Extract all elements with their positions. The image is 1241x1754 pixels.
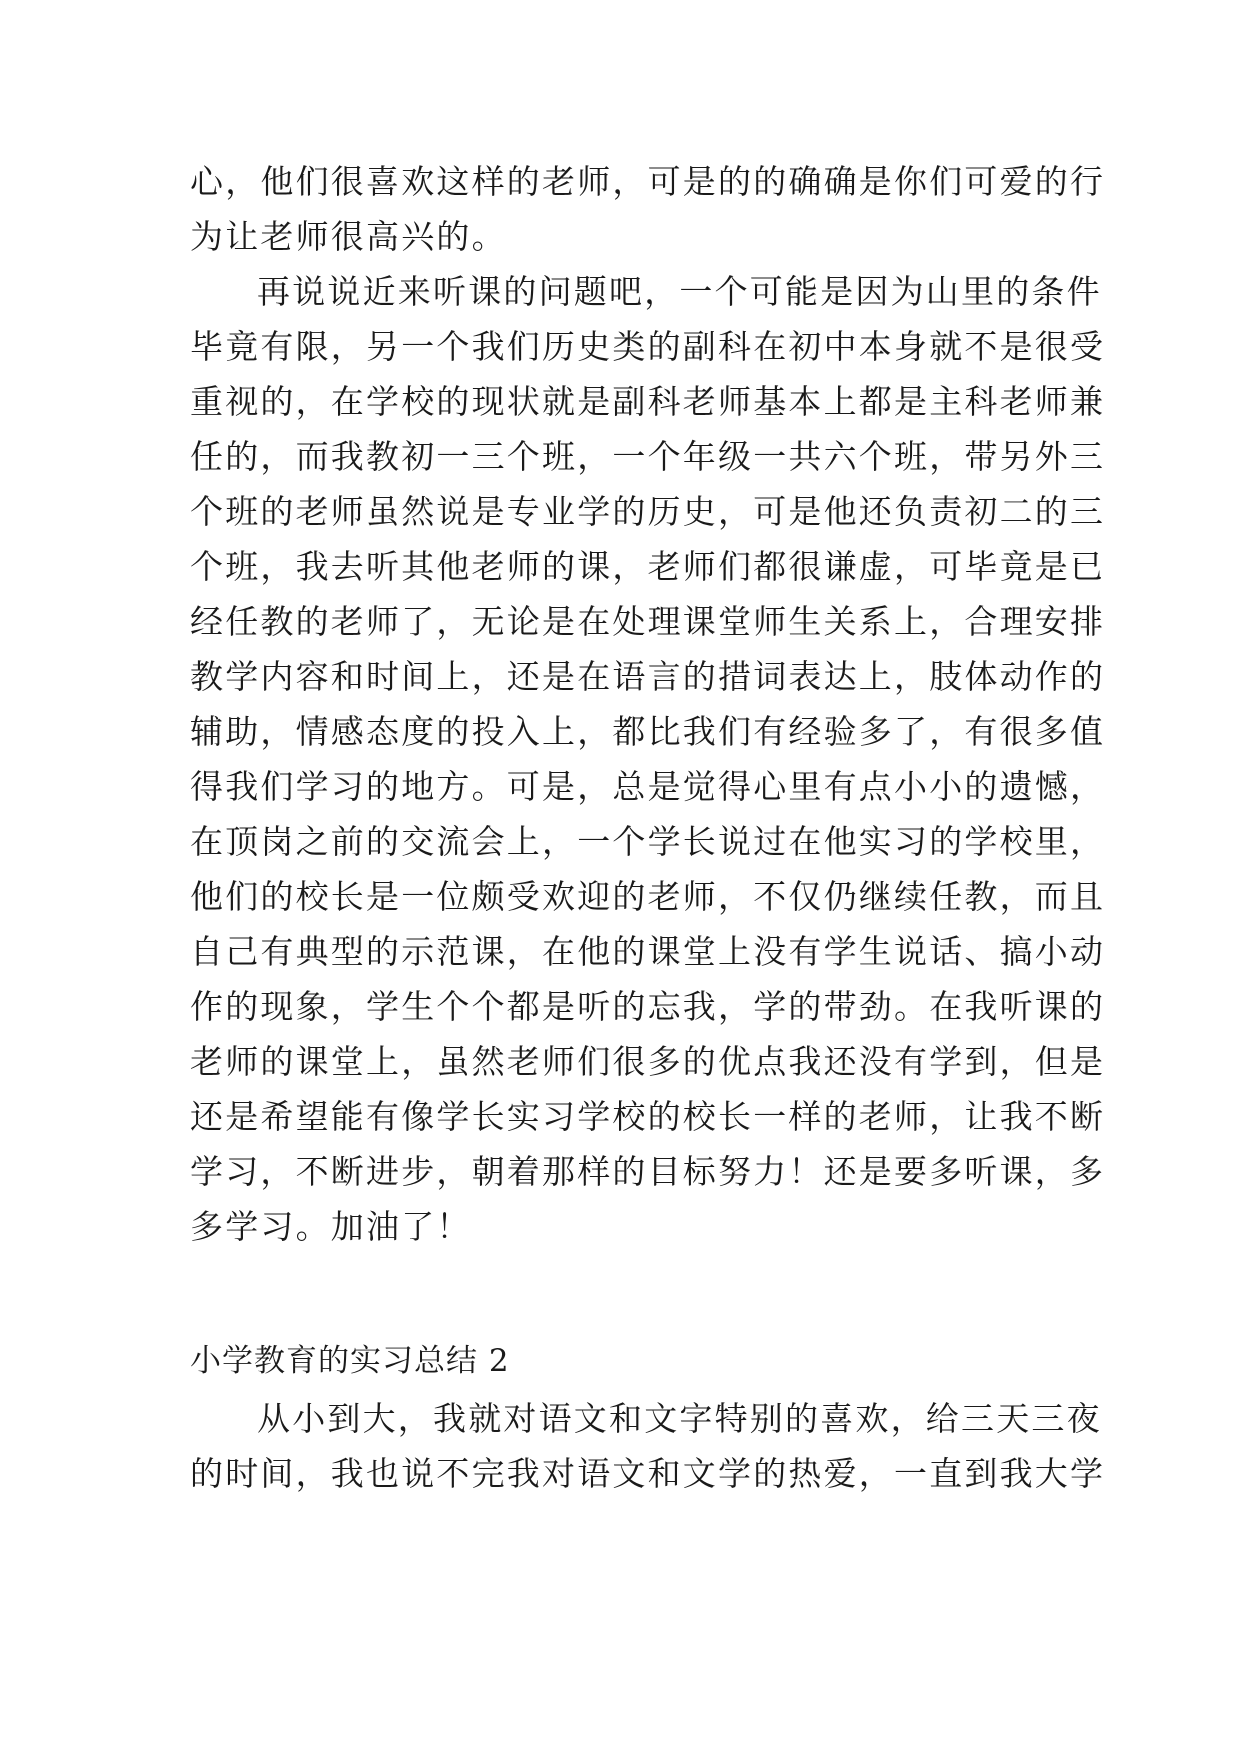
text-line: 老师的课堂上，虽然老师们很多的优点我还没有学到，但是 <box>190 1042 1106 1081</box>
section-heading: 小学教育的实习总结 2 <box>190 1343 510 1379</box>
text-line: 为让老师很高兴的。 <box>190 217 507 256</box>
text-line: 重视的，在学校的现状就是副科老师基本上都是主科老师兼 <box>190 382 1106 421</box>
text-line: 辅助，情感态度的投入上，都比我们有经验多了，有很多值 <box>190 712 1106 751</box>
text-line: 心，他们很喜欢这样的老师，可是的的确确是你们可爱的行 <box>190 162 1106 201</box>
text-line: 在顶岗之前的交流会上，一个学长说过在他实习的学校里， <box>190 822 1106 861</box>
text-line: 还是希望能有像学长实习学校的校长一样的老师，让我不断 <box>190 1097 1106 1136</box>
text-line: 经任教的老师了，无论是在处理课堂师生关系上，合理安排 <box>190 602 1106 641</box>
text-line: 个班，我去听其他老师的课，老师们都很谦虚，可毕竟是已 <box>190 547 1106 586</box>
text-line: 任的，而我教初一三个班，一个年级一共六个班，带另外三 <box>190 437 1106 476</box>
text-line: 个班的老师虽然说是专业学的历史，可是他还负责初二的三 <box>190 492 1106 531</box>
text-line: 作的现象，学生个个都是听的忘我，学的带劲。在我听课的 <box>190 987 1106 1026</box>
text-line: 从小到大，我就对语文和文字特别的喜欢，给三天三夜 <box>257 1399 1102 1438</box>
text-line: 他们的校长是一位颇受欢迎的老师，不仅仍继续任教，而且 <box>190 877 1106 916</box>
text-line: 毕竟有限，另一个我们历史类的副科在初中本身就不是很受 <box>190 327 1106 366</box>
text-line: 多学习。加油了！ <box>190 1207 472 1246</box>
text-line: 得我们学习的地方。可是，总是觉得心里有点小小的遗憾， <box>190 767 1106 806</box>
text-line: 教学内容和时间上，还是在语言的措词表达上，肢体动作的 <box>190 657 1106 696</box>
text-line: 再说说近来听课的问题吧，一个可能是因为山里的条件 <box>257 272 1102 311</box>
text-line: 学习，不断进步，朝着那样的目标努力！还是要多听课，多 <box>190 1152 1106 1191</box>
text-line: 的时间，我也说不完我对语文和文学的热爱，一直到我大学 <box>190 1454 1106 1493</box>
text-line: 自己有典型的示范课，在他的课堂上没有学生说话、搞小动 <box>190 932 1106 971</box>
